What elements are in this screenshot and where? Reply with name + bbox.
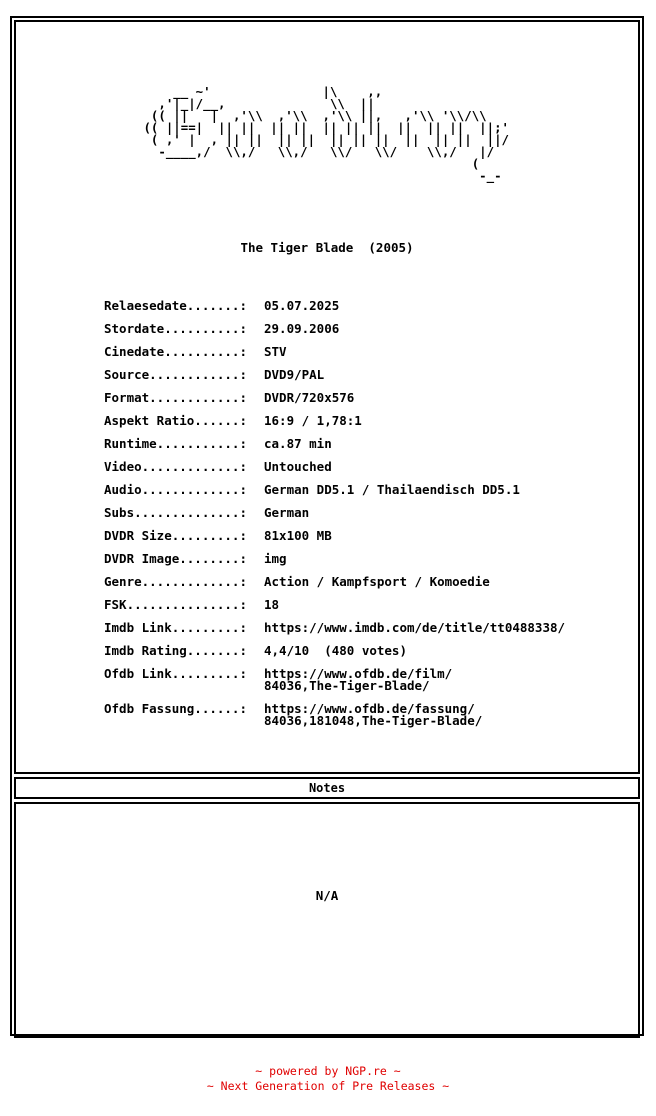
nfo-frame	[10, 16, 644, 1036]
info-label: Genre.............:	[104, 574, 247, 589]
footer-tagline: ~ Next Generation of Pre Releases ~	[206, 1079, 450, 1093]
info-row	[104, 300, 565, 312]
info-link[interactable]: https://www.ofdb.de/fassung/ 84036,181048,The-Tiger-Blade/	[264, 701, 483, 728]
info-value: 81x100 MB	[264, 528, 332, 543]
info-row	[104, 599, 565, 611]
info-value: German DD5.1 / Thailaendisch DD5.1	[264, 482, 520, 497]
info-value: 05.07.2025	[264, 298, 340, 313]
info-label: Imdb Rating.......:	[104, 643, 247, 658]
info-row	[104, 323, 565, 335]
info-row	[104, 553, 565, 565]
info-value: German	[264, 505, 310, 520]
info-label: Format............:	[104, 390, 247, 405]
info-label: Aspekt Ratio......:	[104, 413, 247, 428]
info-row	[104, 507, 565, 519]
info-row	[104, 645, 565, 657]
info-value: 4,4/10 (480 votes)	[264, 643, 407, 658]
info-label: Video.............:	[104, 459, 247, 474]
info-value: DVDR/720x576	[264, 390, 355, 405]
info-label: Ofdb Fassung......:	[104, 701, 247, 716]
info-row	[104, 392, 565, 404]
info-row	[104, 415, 565, 427]
info-row	[104, 668, 565, 692]
info-label: DVDR Size.........:	[104, 528, 247, 543]
info-label: Cinedate..........:	[104, 344, 247, 359]
release-title: The Tiger Blade (2005)	[240, 240, 414, 255]
info-label: Subs..............:	[104, 505, 247, 520]
info-row	[104, 622, 565, 634]
info-row	[104, 461, 565, 473]
notes-panel	[14, 802, 640, 1038]
info-value: 16:9 / 1,78:1	[264, 413, 362, 428]
info-value: 29.09.2006	[264, 321, 340, 336]
info-row	[104, 369, 565, 381]
info-row	[104, 438, 565, 450]
info-label: DVDR Image........:	[104, 551, 247, 566]
powered-by-link[interactable]: ~ powered by NGP.re ~	[255, 1064, 401, 1078]
info-row	[104, 576, 565, 588]
info-label: Source............:	[104, 367, 247, 382]
info-label: Audio.............:	[104, 482, 247, 497]
info-row	[104, 703, 565, 727]
info-value: STV	[264, 344, 287, 359]
release-info-panel	[14, 20, 640, 774]
group-logo-ascii-art: __ ~' |\ ,, ,'|_|/__, \\ || (( || | ,'\\ ,'\\ ,'\\ ||, ,'\\ '\\/\\ (( ||==| || || || || || || || || || || ||;' ( ,' | , || || || || || || || || || || ||/ -____,/ \\,/ \\,/ \\/ \\/ \\,/ |/ ( -_-	[143, 84, 509, 183]
footer	[0, 1064, 656, 1094]
info-row	[104, 530, 565, 542]
notes-text: N/A	[315, 888, 339, 903]
release-details	[104, 300, 565, 738]
info-link[interactable]: https://www.imdb.com/de/title/tt0488338/	[264, 620, 566, 635]
info-value: DVD9/PAL	[264, 367, 325, 382]
info-value: Untouched	[264, 459, 332, 474]
info-value: img	[264, 551, 287, 566]
info-link[interactable]: https://www.ofdb.de/film/ 84036,The-Tiger-Blade/	[264, 666, 453, 693]
info-value: 18	[264, 597, 280, 612]
info-value: Action / Kampfsport / Komoedie	[264, 574, 490, 589]
info-label: FSK...............:	[104, 597, 247, 612]
info-label: Stordate..........:	[104, 321, 247, 336]
info-label: Imdb Link.........:	[104, 620, 247, 635]
info-row	[104, 484, 565, 496]
info-label: Relaesedate.......:	[104, 298, 247, 313]
info-label: Runtime...........:	[104, 436, 247, 451]
notes-header: Notes	[14, 777, 640, 799]
info-row	[104, 346, 565, 358]
info-value: ca.87 min	[264, 436, 332, 451]
info-label: Ofdb Link.........:	[104, 666, 247, 681]
